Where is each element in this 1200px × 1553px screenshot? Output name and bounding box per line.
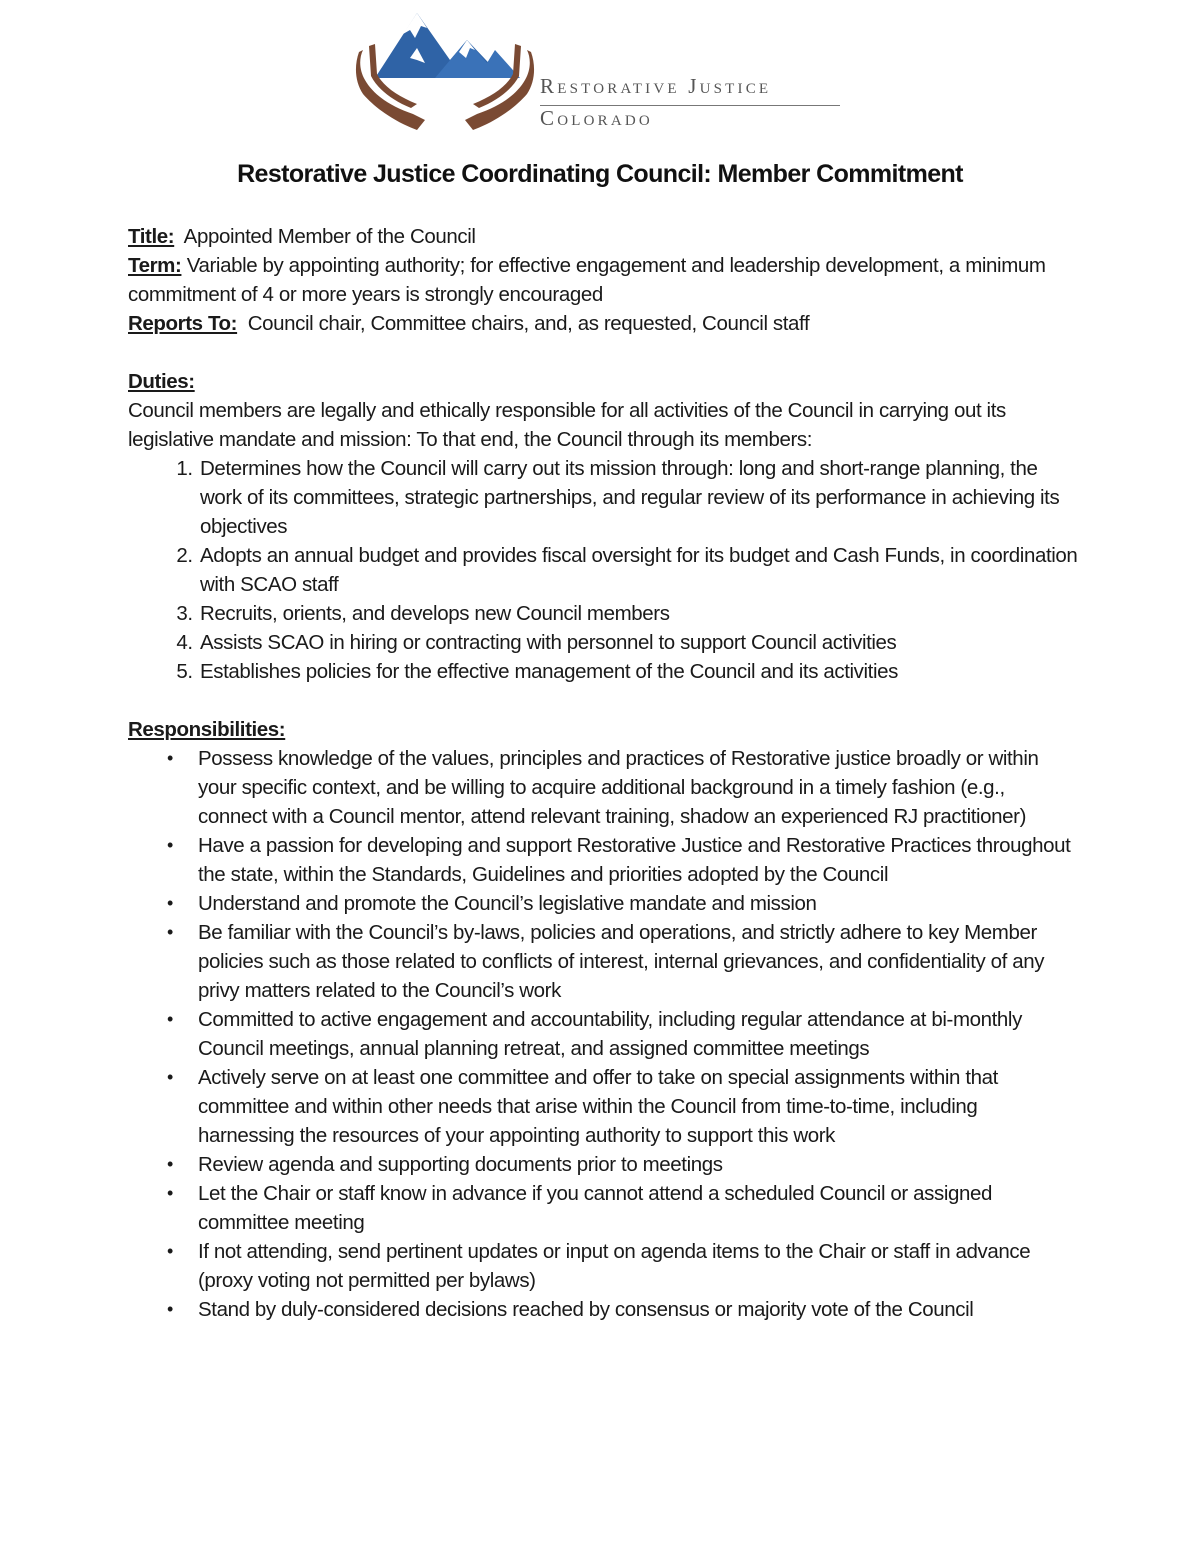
responsibility-text: If not attending, send pertinent updates or input on agenda items to the Chair or staff in advance (proxy voting not permitted per bylaws) [198,1240,1031,1292]
title-field [128,222,1078,251]
term-value: Variable by appointing authority; for effective engagement and leadership development, a minimum commitment of 4 or more years is strongly encouraged [128,254,1046,306]
responsibility-text: Have a passion for developing and support Restorative Justice and Restorative Practices throughout the state, within the Standards, Guidelines and priorities adopted by the Council [198,834,1071,886]
responsibility-item [167,918,1078,1005]
duty-item: 1. Determines how the Council will carry out its mission through: long and short-range planning, the work of its committees, strategic partnerships, and regular review of its performance in achieving its objectives [198,454,1078,541]
bullet-icon: • [167,1067,173,1087]
bullet-icon: • [167,1183,173,1203]
responsibility-text: Actively serve on at least one committee and offer to take on special assignments within that committee and within other needs that arise within the Council from time-to-time, including harnessing the resources of your appointing authority to support this work [198,1066,998,1147]
responsibility-text: Committed to active engagement and accountability, including regular attendance at bi-monthly Council meetings, annual planning retreat, and assigned committee meetings [198,1008,1022,1060]
spacer [128,686,1078,715]
bullet-icon: • [167,1241,173,1261]
bullet-icon: • [167,1009,173,1029]
bullet-icon: • [167,835,173,855]
reports-to-field [128,309,1078,338]
responsibility-text: Review agenda and supporting documents prior to meetings [198,1153,723,1176]
bullet-icon: • [167,922,173,942]
bullet-icon: • [167,1154,173,1174]
duties-intro: Council members are legally and ethically responsible for all activities of the Council in carrying out its legislative mandate and mission: To that end, the Council through its members: [128,399,1006,451]
duty-item: 2. Adopts an annual budget and provides fiscal oversight for its budget and Cash Funds, in coordination with SCAO staff [198,541,1078,599]
responsibilities-heading: Responsibilities: [128,718,286,741]
responsibility-item [167,1179,1078,1237]
duty-item: 4. Assists SCAO in hiring or contracting with personnel to support Council activities [198,628,1078,657]
mountains-in-hands-icon [355,8,535,133]
document-title: Restorative Justice Coordinating Council: Member Commitment [237,160,963,188]
responsibility-text: Understand and promote the Council’s legislative mandate and mission [198,892,817,915]
responsibility-item [167,744,1078,831]
responsibility-item [167,831,1078,889]
bullet-icon: • [167,748,173,768]
organization-logo [355,8,855,138]
term-label: Term: [128,254,182,277]
document-body [128,222,1078,1324]
responsibility-text: Stand by duly-considered decisions reached by consensus or majority vote of the Council [198,1298,974,1321]
duty-item: 3. Recruits, orients, and develops new Council members [198,599,1078,628]
spacer [128,338,1078,367]
responsibility-text: Possess knowledge of the values, principles and practices of Restorative justice broadly or within your specific context, and be willing to acquire additional background in a timely fashion (e.g., connect with a Council mentor, attend relevant training, shadow an experienced RJ practitioner) [198,747,1039,828]
responsibility-item [167,1237,1078,1295]
reports-to-label: Reports To: [128,312,238,335]
responsibility-item [167,889,1078,918]
responsibilities-list [128,744,1078,1324]
bullet-icon: • [167,1299,173,1319]
organization-name-line1: Restorative Justice [540,74,772,98]
responsibility-text: Let the Chair or staff know in advance if you cannot attend a scheduled Council or assigned committee meeting [198,1182,992,1234]
term-field [128,251,1078,309]
bullet-icon: • [167,893,173,913]
responsibility-text: Be familiar with the Council’s by-laws, policies and operations, and strictly adhere to key Member policies such as those related to conflicts of interest, internal grievances, and confidentiality of any privy matters related to the Council’s work [198,921,1045,1002]
title-label: Title: [128,225,175,248]
responsibility-item [167,1005,1078,1063]
title-value: Appointed Member of the Council [183,225,476,248]
responsibility-item [167,1150,1078,1179]
organization-name-line2: Colorado [540,106,653,130]
duty-item: 5. Establishes policies for the effective management of the Council and its activities [198,657,1078,686]
reports-to-value: Council chair, Committee chairs, and, as requested, Council staff [247,312,810,335]
duties-heading: Duties: [128,370,195,393]
responsibility-item [167,1295,1078,1324]
responsibility-item [167,1063,1078,1150]
duties-list [128,454,1078,686]
